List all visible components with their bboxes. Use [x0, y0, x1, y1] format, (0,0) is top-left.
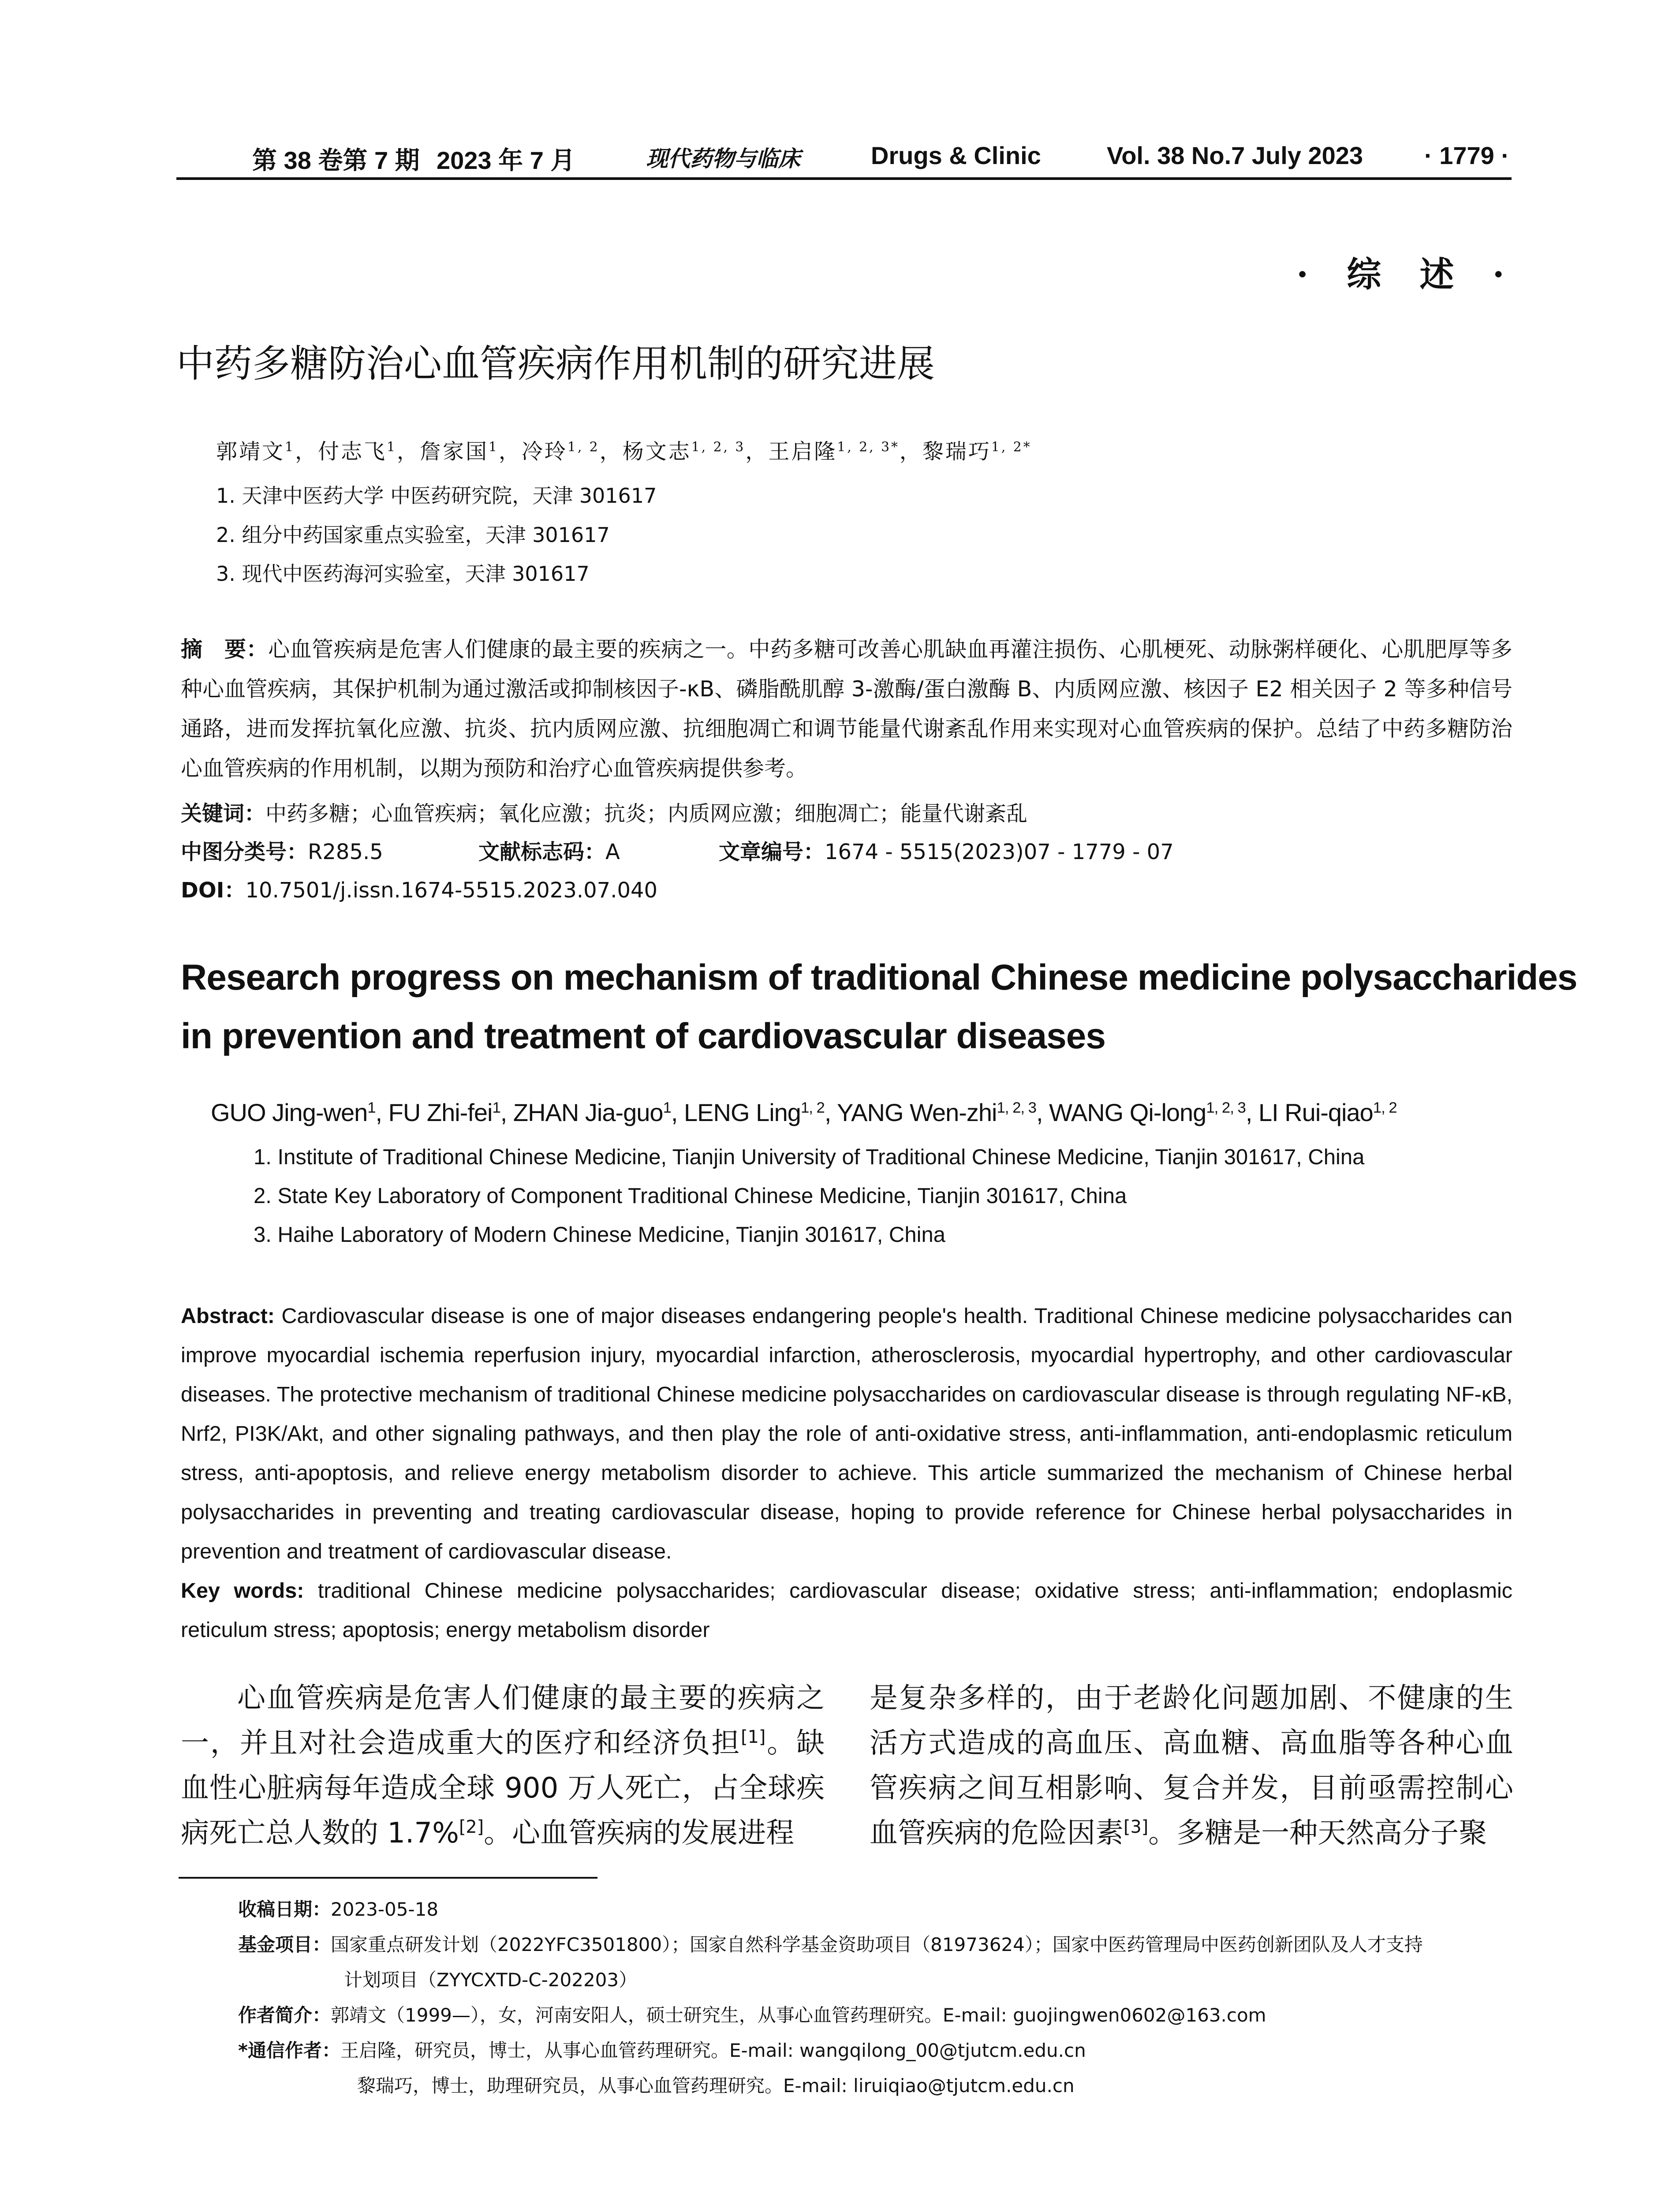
- author-cn-affiliation-mark: 1, 2*: [991, 439, 1032, 455]
- title-cn: 中药多糖防治心血管疾病作用机制的研究进展: [176, 342, 935, 386]
- author-en-affiliation-mark: 1, 2: [1373, 1099, 1397, 1116]
- author-en-name: GUO Jing-wen: [211, 1099, 368, 1126]
- footnote-fund: [238, 1927, 1423, 1962]
- author-cn-affiliation-mark: 1: [386, 439, 397, 455]
- article-number-value: 1674 - 5515(2023)07 - 1779 - 07: [825, 840, 1174, 864]
- doc-code-value: A: [605, 840, 620, 864]
- affiliation-en-1: 1. Institute of Traditional Chinese Medicine, Tianjin University of Traditional Chinese Medicine, Tianjin 301617, China: [254, 1145, 1365, 1169]
- footnote-author: [238, 1998, 1266, 2033]
- author-en-separator: ,: [1245, 1099, 1258, 1126]
- body-column-left: [181, 1676, 825, 1856]
- author-bio-label: 作者简介：: [238, 2004, 331, 2026]
- abstract-en-text: Cardiovascular disease is one of major diseases endangering people's health. Traditional Chinese medicine polysaccharides can improve myocardial ischemia reperfusion injury, myocardial infarction, atherosclerosis, myocardial hypertrophy, and other cardiovascular diseases. The protective mechanism of traditional Chinese medicine polysaccharides on cardiovascular disease is through regulating NF-κB, Nrf2, PI3K/Akt, and other signaling pathways, and then play the role of anti-oxidative stress, anti-inflammation, anti-endoplasmic reticulum stress, anti-apoptosis, and relieve energy metabolism disorder to achieve. This article summarized the mechanism of Chinese herbal polysaccharides in preventing and treating cardiovascular disease, hoping to provide reference for Chinese herbal polysaccharides in prevention and treatment of cardiovascular disease.: [181, 1304, 1512, 1563]
- footnote-received: [238, 1892, 438, 1927]
- corresponding-label: *通信作者：: [238, 2040, 340, 2061]
- author-cn-name: 王启隆: [768, 439, 837, 464]
- body-right-text-2: 。多糖是一种天然高分子聚: [1148, 1817, 1487, 1850]
- author-cn-separator: ，: [498, 439, 522, 464]
- body-column-right: [870, 1676, 1513, 1856]
- author-en-name: FU Zhi-fei: [388, 1099, 493, 1126]
- affiliation-en-2: 2. State Key Laboratory of Component Traditional Chinese Medicine, Tianjin 301617, China: [254, 1184, 1127, 1208]
- author-en-separator: ,: [375, 1099, 388, 1126]
- author-cn-name: 郭靖文: [216, 439, 285, 464]
- citation-ref-2: [2]: [459, 1817, 484, 1838]
- article-number-label: 文章编号：: [719, 840, 825, 864]
- author-cn-separator: ，: [745, 439, 769, 464]
- author-en-affiliation-mark: 1: [663, 1099, 671, 1116]
- author-en-name: ZHAN Jia-guo: [513, 1099, 663, 1126]
- corresponding-author-2: 黎瑞巧，博士，助理研究员，从事心血管药理研究。E-mail: liruiqiao@tjutcm.edu.cn: [357, 2075, 1075, 2097]
- authors-en: [211, 1098, 1397, 1127]
- body-left-text-2: 。缺血性心脏病每年造成全球 900 万人死亡，占全球疾病死亡总人数的 1.7%: [181, 1727, 825, 1850]
- citation-ref-1: [1]: [741, 1727, 766, 1748]
- author-cn-name: 杨文志: [622, 439, 691, 464]
- clc-label: 中图分类号：: [181, 840, 308, 864]
- keywords-cn-text: 中药多糖；心血管疾病；氧化应激；抗炎；内质网应激；细胞凋亡；能量代谢紊乱: [265, 801, 1028, 826]
- header-rule: [176, 177, 1512, 180]
- author-en-affiliation-mark: 1: [367, 1099, 376, 1116]
- header-page-number: · 1779 ·: [1424, 142, 1509, 169]
- abstract-en: [181, 1297, 1512, 1650]
- running-header: [0, 141, 1680, 176]
- body-left-text-1: 心血管疾病是危害人们健康的最主要的疾病之一，并且对社会造成重大的医疗和经济负担: [181, 1682, 825, 1760]
- section-tag: · 综 述 ·: [1296, 254, 1518, 295]
- author-bio: 郭靖文（1999—），女，河南安阳人，硕士研究生，从事心血管药理研究。E-mail: guojingwen0602@163.com: [331, 2004, 1266, 2026]
- author-en-name: LI Rui-qiao: [1258, 1099, 1373, 1126]
- author-en-affiliation-mark: 1: [492, 1099, 500, 1116]
- header-volume-cn: 第 38 卷第 7 期: [252, 146, 420, 174]
- author-en-affiliation-mark: 1, 2: [800, 1099, 825, 1116]
- keywords-en: [181, 1571, 1512, 1650]
- fund-label: 基金项目：: [238, 1934, 331, 1955]
- header-volume-en: Vol. 38 No.7 July 2023: [1107, 142, 1363, 169]
- abstract-cn-label: 摘 要：: [181, 637, 269, 662]
- author-en-affiliation-mark: 1, 2, 3: [997, 1099, 1036, 1116]
- classification-line: [181, 835, 383, 865]
- clc-value: R285.5: [308, 840, 383, 864]
- abstract-cn-text: 心血管疾病是危害人们健康的最主要的疾病之一。中药多糖可改善心肌缺血再灌注损伤、心肌梗死、动脉粥样硬化、心肌肥厚等多种心血管疾病，其保护机制为通过激活或抑制核因子-κB、磷脂酰肌醇 3-激酶/蛋白激酶 B、内质网应激、核因子 E2 相关因子 2 等多种信号通路，进而发挥抗氧化应激、抗炎、抗内质网应激、抗细胞凋亡和调节能量代谢紊乱作用来实现对心血管疾病的保护。总结了中药多糖防治心血管疾病的作用机制，以期为预防和治疗心血管疾病提供参考。: [181, 637, 1512, 781]
- header-journal-en: Drugs & Clinic: [871, 142, 1041, 169]
- author-en-affiliation-mark: 1, 2, 3: [1206, 1099, 1246, 1116]
- keywords-en-text: traditional Chinese medicine polysaccharides; cardiovascular disease; oxidative stress; anti-inflammation; endoplasmic reticulum stress; apoptosis; energy metabolism disorder: [181, 1579, 1513, 1642]
- author-cn-name: 詹家国: [419, 439, 489, 464]
- affiliation-cn-1: 1. 天津中医药大学 中医药研究院，天津 301617: [216, 484, 657, 508]
- footnote-corresponding: [238, 2033, 1086, 2068]
- header-date-cn: 2023 年 7 月: [437, 146, 575, 174]
- author-en-separator: ,: [824, 1099, 837, 1126]
- author-cn-name: 黎瑞巧: [922, 439, 991, 464]
- author-cn-affiliation-mark: 1, 2, 3: [691, 439, 746, 455]
- received-date: 2023-05-18: [331, 1899, 439, 1920]
- abstract-en-label: Abstract:: [181, 1304, 275, 1328]
- author-cn-separator: ，: [396, 439, 420, 464]
- author-cn-affiliation-mark: 1, 2: [567, 439, 600, 455]
- received-label: 收稿日期：: [238, 1899, 331, 1920]
- doi-label: DOI：: [181, 878, 246, 903]
- title-en: [181, 948, 1577, 1065]
- doi-value: 10.7501/j.issn.1674-5515.2023.07.040: [245, 878, 658, 903]
- affiliation-en-3: 3. Haihe Laboratory of Modern Chinese Medicine, Tianjin 301617, China: [254, 1223, 945, 1247]
- citation-ref-3: [3]: [1124, 1817, 1149, 1838]
- doc-code-label: 文献标志码：: [478, 840, 606, 864]
- author-en-separator: ,: [500, 1099, 513, 1126]
- author-cn-separator: ，: [295, 439, 318, 464]
- keywords-cn-label: 关键词：: [181, 801, 266, 826]
- body-left-text-3: 。心血管疾病的发展进程: [484, 1817, 795, 1850]
- title-en-line-1: Research progress on mechanism of traditional Chinese medicine polysaccharides: [181, 957, 1577, 998]
- doi-line: [181, 873, 657, 904]
- fund-line-1: 国家重点研发计划（2022YFC3501800）；国家自然科学基金资助项目（81973624）；国家中医药管理局中医药创新团队及人才支持: [331, 1934, 1423, 1955]
- author-cn-name: 付志飞: [317, 439, 387, 464]
- author-cn-separator: ，: [599, 439, 623, 464]
- author-en-name: WANG Qi-long: [1049, 1099, 1206, 1126]
- document-code: [478, 835, 620, 865]
- keywords-en-label: Key words:: [181, 1579, 304, 1603]
- author-cn-separator: ，: [899, 439, 922, 464]
- article-number: [719, 835, 1174, 865]
- author-en-name: YANG Wen-zhi: [836, 1099, 997, 1126]
- abstract-cn: [181, 630, 1512, 789]
- author-en-name: LENG Ling: [684, 1099, 801, 1126]
- footnote-rule: [179, 1877, 597, 1879]
- footnote-fund-line-2: 计划项目（ZYYCXTD-C-202203）: [344, 1969, 638, 1991]
- author-en-separator: ,: [671, 1099, 684, 1126]
- affiliation-cn-3: 3. 现代中医药海河实验室，天津 301617: [216, 562, 590, 586]
- author-cn-name: 冷玲: [521, 439, 567, 464]
- author-cn-affiliation-mark: 1: [285, 439, 295, 455]
- author-cn-affiliation-mark: 1: [488, 439, 499, 455]
- body-right-text-1: 是复杂多样的，由于老龄化问题加剧、不健康的生活方式造成的高血压、高血糖、高血脂等各种心血管疾病之间互相影响、复合并发，目前亟需控制心血管疾病的危险因素: [870, 1682, 1513, 1850]
- author-cn-affiliation-mark: 1, 2, 3*: [837, 439, 900, 455]
- author-en-separator: ,: [1036, 1099, 1049, 1126]
- title-en-line-2: in prevention and treatment of cardiovascular diseases: [181, 1016, 1105, 1056]
- header-journal-cn: 现代药物与临床: [646, 146, 800, 172]
- corresponding-author-1: 王启隆，研究员，博士，从事心血管药理研究。E-mail: wangqilong_00@tjutcm.edu.cn: [340, 2040, 1086, 2061]
- keywords-cn: [181, 796, 1027, 827]
- affiliation-cn-2: 2. 组分中药国家重点实验室，天津 301617: [216, 523, 610, 547]
- authors-cn: [216, 434, 1032, 465]
